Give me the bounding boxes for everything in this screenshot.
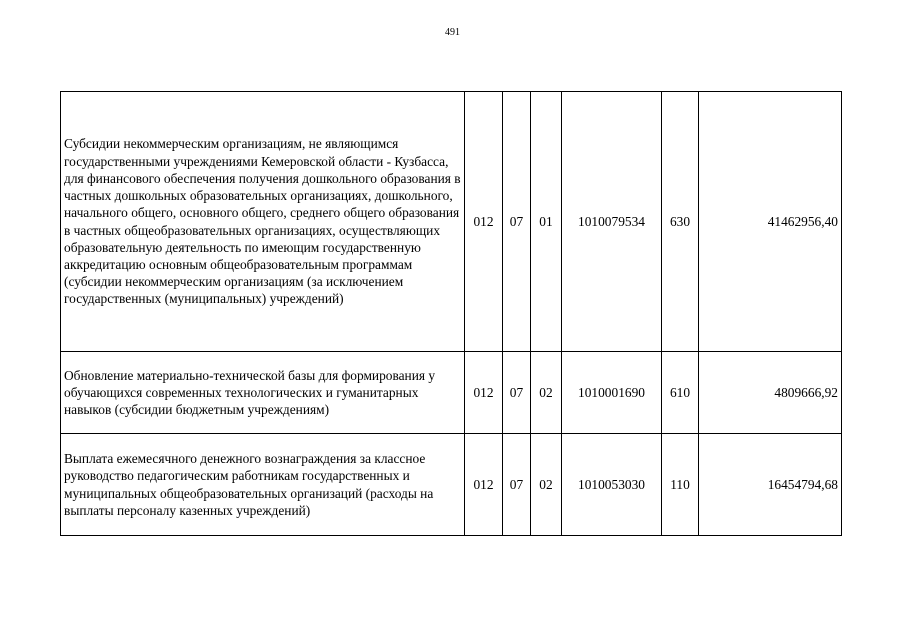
expense-name-cell: Обновление материально-технической базы для формирования у обучающихся современных технологических и гуманитарных навыков (субсидии бюджетным учреждениям) xyxy=(61,352,465,434)
ministry-code-cell: 012 xyxy=(465,92,503,352)
target-article-cell: 1010053030 xyxy=(562,434,662,536)
subsection-code-cell: 02 xyxy=(531,434,562,536)
table-row xyxy=(61,92,842,352)
subsection-code-cell: 02 xyxy=(531,352,562,434)
target-article-cell: 1010079534 xyxy=(562,92,662,352)
amount-cell: 4809666,92 xyxy=(699,352,842,434)
amount-cell: 16454794,68 xyxy=(699,434,842,536)
expense-name-cell: Выплата ежемесячного денежного вознаграждения за классное руководство педагогическим работникам государственных и муниципальных общеобразовательных организаций (расходы на выплаты персоналу казенных учреждений) xyxy=(61,434,465,536)
expense-type-cell: 110 xyxy=(662,434,699,536)
page-number: 491 xyxy=(445,27,460,38)
ministry-code-cell: 012 xyxy=(465,352,503,434)
target-article-cell: 1010001690 xyxy=(562,352,662,434)
amount-cell: 41462956,40 xyxy=(699,92,842,352)
expense-type-cell: 630 xyxy=(662,92,699,352)
section-code-cell: 07 xyxy=(503,352,531,434)
section-code-cell: 07 xyxy=(503,434,531,536)
table-row xyxy=(61,434,842,536)
ministry-code-cell: 012 xyxy=(465,434,503,536)
budget-table xyxy=(60,91,842,536)
expense-type-cell: 610 xyxy=(662,352,699,434)
section-code-cell: 07 xyxy=(503,92,531,352)
table-row xyxy=(61,352,842,434)
subsection-code-cell: 01 xyxy=(531,92,562,352)
expense-name-cell: Субсидии некоммерческим организациям, не являющимся государственными учреждениями Кемеровской области - Кузбасса, для финансового обеспечения получения дошкольного образования в частных дошкольных образовательных организациях, дошкольного, начального общего, основного общего, среднего общего образования в частных общеобразовательных организациях, осуществляющих образовательную деятельность по имеющим государственную аккредитацию основным общеобразовательным программам (субсидии некоммерческим организациям (за исключением государственных (муниципальных) учреждений) xyxy=(61,92,465,352)
